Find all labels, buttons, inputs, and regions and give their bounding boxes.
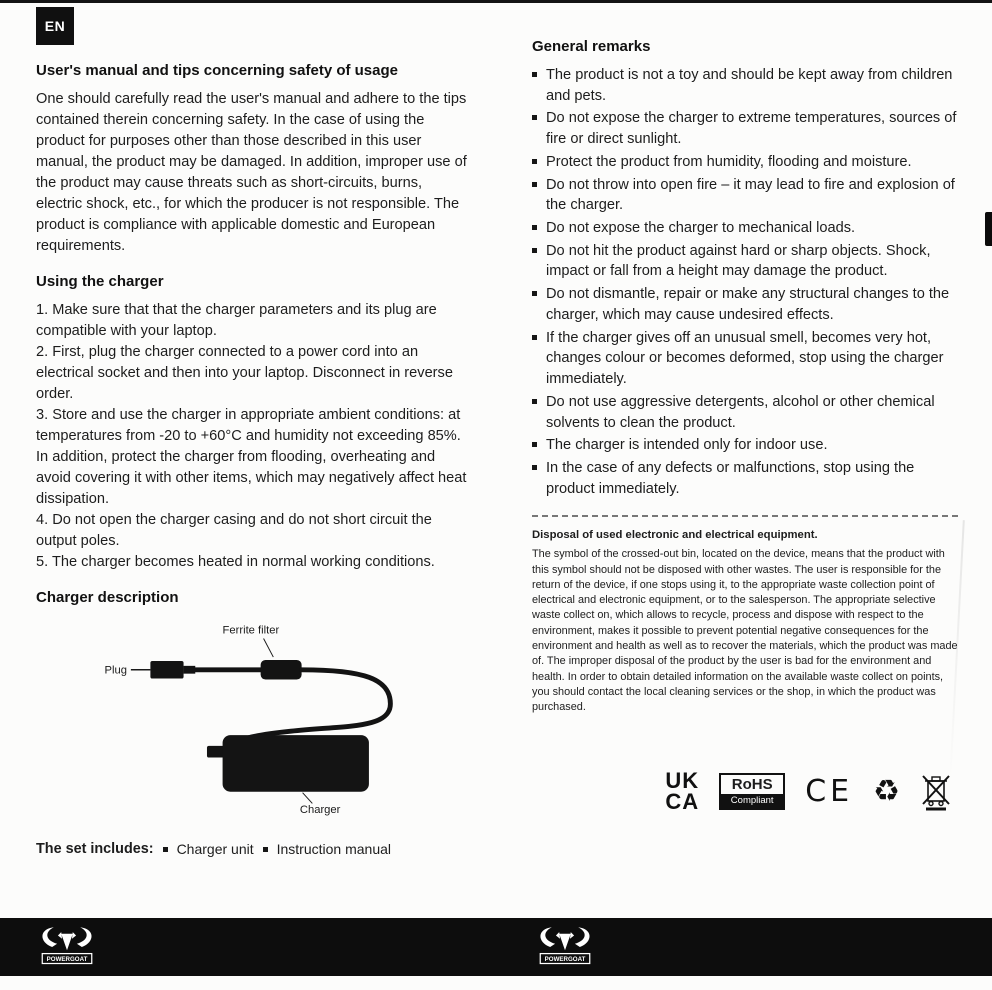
- ferrite-bead: [261, 660, 302, 680]
- remarks-list: [532, 65, 958, 499]
- bullet-square-icon: [532, 115, 537, 120]
- powergoat-logo: [34, 922, 100, 972]
- bullet-square-icon: [532, 291, 537, 296]
- step-5: 5. The charger becomes heated in normal working conditions.: [36, 554, 435, 570]
- list-item: [532, 218, 958, 239]
- remark-text: If the charger gives off an unusual smell, becomes very hot, changes colour or becomes deformed, stop using the charger immediately.: [546, 329, 944, 388]
- step-3: 3. Store and use the charger in appropriate ambient conditions: at temperatures from -20 to +60°C and humidity not exceeding 85%. In addition, protect the charger from flooding, overheating and avoid covering it with other items, which may negatively affect heat dissipation.: [36, 407, 467, 507]
- remark-text: Do not expose the charger to extreme temperatures, sources of fire or direct sunlight.: [546, 110, 957, 148]
- list-item: [532, 175, 958, 216]
- charger-diagram: [36, 620, 456, 820]
- ukca-line2: CA: [665, 788, 700, 814]
- list-item: [532, 435, 958, 456]
- certification-logos: [532, 768, 958, 814]
- plug-shape: [150, 661, 195, 679]
- list-item: [532, 241, 958, 282]
- list-item: [532, 392, 958, 433]
- step-1: 1. Make sure that that the charger parameters and its plug are compatible with your laptop.: [36, 302, 437, 339]
- set-includes-row: [36, 841, 472, 857]
- bullet-square-icon: [532, 72, 537, 77]
- remark-text: In the case of any defects or malfunctions, stop using the product immediately.: [546, 459, 915, 497]
- bullet-square-icon: [532, 399, 537, 404]
- plug-label: Plug: [104, 664, 127, 677]
- rohs-subtitle: Compliant: [721, 794, 783, 808]
- powergoat-wordmark: POWERGOAT: [544, 956, 586, 964]
- scan-artifact: [985, 212, 992, 246]
- list-item: [532, 65, 958, 106]
- bullet-square-icon: [532, 442, 537, 447]
- disposal-title: Disposal of used electronic and electrical equipment.: [532, 529, 818, 542]
- set-item-charger: Charger unit: [176, 841, 254, 857]
- bullet-square-icon: [532, 335, 537, 340]
- remark-text: Protect the product from humidity, flooding and moisture.: [546, 153, 912, 170]
- bullet-square-icon: [163, 847, 168, 852]
- powergoat-logo: [532, 922, 598, 972]
- dashed-divider: [532, 515, 958, 517]
- list-item: [532, 284, 958, 325]
- rohs-mark-icon: [719, 773, 785, 810]
- section-title-remarks: General remarks: [532, 38, 651, 55]
- left-column: [36, 62, 472, 857]
- safety-paragraph: One should carefully read the user's manual and adhere to the tips contained therein concerning safety. In the case of using the product for purposes other than those described in this user manual, the product may be damaged. In addition, improper use of the product may cause threats such as short-circuits, burns, electric shock, etc., for which the producer is not responsible. The product is compliance with applicable domestic and European requirements.: [36, 91, 467, 254]
- scan-edge-artifact: [0, 0, 992, 3]
- remark-text: The charger is intended only for indoor use.: [546, 437, 828, 454]
- remark-text: The product is not a toy and should be kept away from children and pets.: [546, 67, 953, 104]
- bullet-square-icon: [532, 225, 537, 230]
- bullet-square-icon: [532, 248, 537, 253]
- bullet-square-icon: [532, 182, 537, 187]
- recycle-icon: ♻: [873, 774, 900, 808]
- step-4: 4. Do not open the charger casing and do not short circuit the output poles.: [36, 512, 432, 549]
- bullet-square-icon: [532, 465, 537, 470]
- language-badge: EN: [36, 7, 74, 45]
- charger-brick: [223, 735, 369, 792]
- remark-text: Do not hit the product against hard or sharp objects. Shock, impact or fall from a height may damage the product.: [546, 242, 931, 280]
- remark-text: Do not throw into open fire – it may lead to fire and explosion of the charger.: [546, 176, 955, 214]
- section-title-using: Using the charger: [36, 273, 164, 290]
- list-item: [532, 108, 958, 149]
- section-title-description: Charger description: [36, 589, 179, 606]
- ce-mark-icon: CE: [805, 774, 854, 810]
- set-includes-label: The set includes:: [36, 841, 154, 857]
- footer-bar: [0, 918, 992, 976]
- list-item: [532, 152, 958, 173]
- section-title-safety: User's manual and tips concerning safety of usage: [36, 62, 398, 79]
- remark-text: Do not dismantle, repair or make any structural changes to the charger, which may cause undesired effects.: [546, 286, 950, 323]
- list-item: [532, 328, 958, 390]
- remark-text: Do not use aggressive detergents, alcohol or other chemical solvents to clean the product.: [546, 393, 935, 431]
- ukca-line1: UK: [665, 768, 700, 794]
- disposal-paragraph: The symbol of the crossed-out bin, located on the device, means that the product with this symbol should not be disposed with other wastes. The user is responsible for the return of the device, if one stops using it, to the appropriate waste collection point of electrical and electronic equipment, or to the salesperson. The appropriate selective waste collect on, which allows to recycle, process and dispose with respect to the environment, makes it possible to prevent potential negative consequences for the environment and health as well as to recover the materials, which the product was made of. The improper disposal of the product by the user is bad for the environment and health. In order to obtain detailed information on the available waste collect on points, you should contact the local cleaning services or the shop, in which the product was purchased.: [532, 548, 958, 714]
- ukca-mark-icon: [665, 768, 700, 814]
- charger-label: Charger: [299, 804, 341, 817]
- bullet-square-icon: [263, 847, 268, 852]
- crossed-bin-icon: [920, 773, 952, 811]
- set-item-manual: Instruction manual: [276, 841, 392, 857]
- powergoat-wordmark: POWERGOAT: [46, 956, 88, 964]
- list-item: [532, 458, 958, 499]
- right-column: [532, 38, 958, 812]
- rohs-title: RoHS: [731, 776, 773, 794]
- remark-text: Do not expose the charger to mechanical loads.: [546, 220, 856, 237]
- ferrite-filter-label: Ferrite filter: [222, 624, 280, 637]
- bullet-square-icon: [532, 159, 537, 164]
- step-2: 2. First, plug the charger connected to a power cord into an electrical socket and then into your laptop. Disconnect in reverse order.: [36, 344, 453, 402]
